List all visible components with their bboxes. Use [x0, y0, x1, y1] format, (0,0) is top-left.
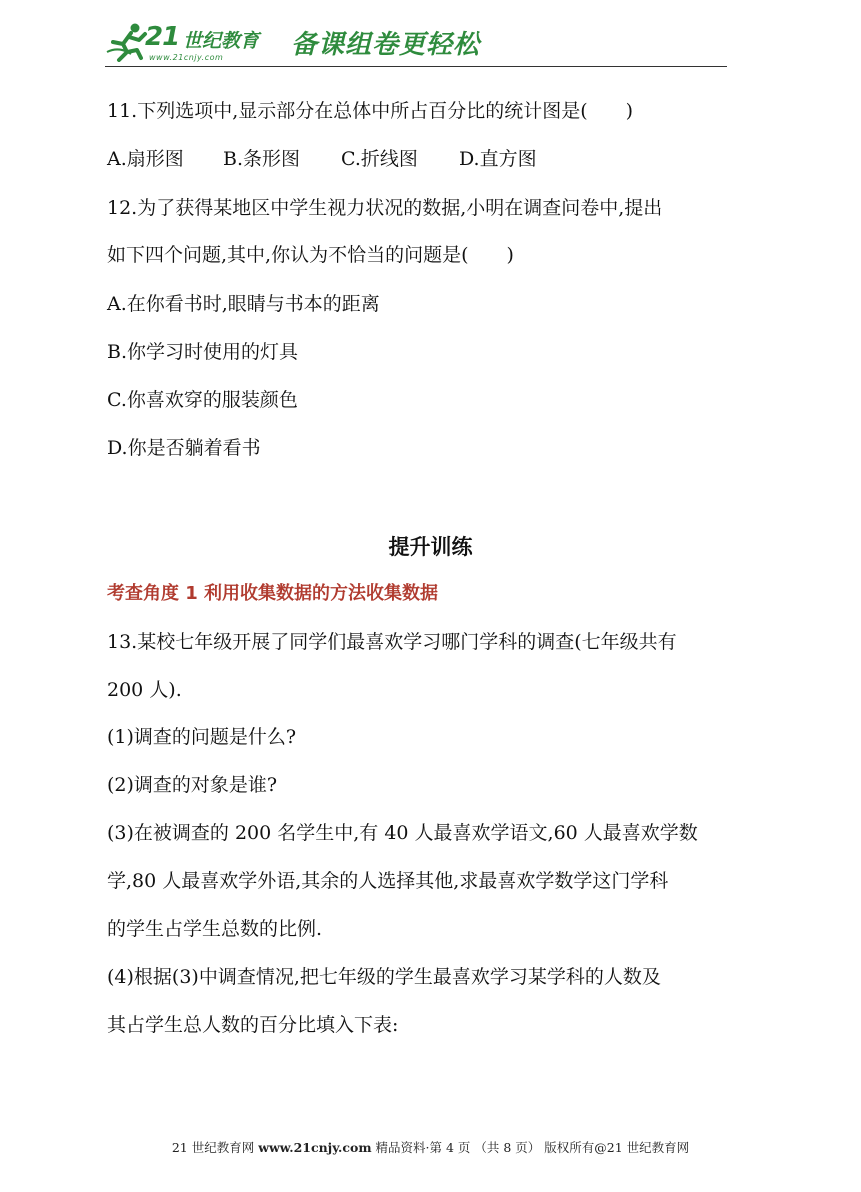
angle-heading: 考查角度 1 利用收集数据的方法收集数据: [107, 583, 439, 604]
q12-option-d: D.你是否躺着看书: [107, 437, 261, 459]
q13-line-4: (2)调查的对象是谁?: [107, 774, 278, 796]
q13-line-8: (4)根据(3)中调查情况,把七年级的学生最喜欢学习某学科的人数及: [107, 966, 661, 988]
q12-option-c: C.你喜欢穿的服装颜色: [107, 389, 298, 411]
section-title: 提升训练: [388, 535, 473, 559]
logo-text: 世纪教育: [183, 30, 260, 52]
q12-stem-line2: 如下四个问题,其中,你认为不恰当的问题是( ): [107, 244, 514, 266]
q11-option-b: B.条形图: [223, 148, 301, 170]
header-slogan: 备课组卷更轻松: [291, 30, 481, 60]
footer-rest: 精品资料·第 4 页 （共 8 页） 版权所有@21 世纪教育网: [375, 1140, 690, 1155]
q11-option-d: D.直方图: [459, 148, 537, 170]
q12-stem-line1: 12.为了获得某地区中学生视力状况的数据,小明在调查问卷中,提出: [107, 197, 663, 219]
q13-line-1: 13.某校七年级开展了同学们最喜欢学习哪门学科的调查(七年级共有: [107, 631, 677, 653]
logo-number: 21: [145, 22, 180, 52]
q11-options: [107, 146, 537, 172]
q12-option-a: A.在你看书时,眼睛与书本的距离: [107, 293, 380, 315]
q13-line-3: (1)调查的问题是什么?: [107, 726, 297, 748]
q12-option-b: B.你学习时使用的灯具: [107, 341, 299, 363]
q13-line-7: 的学生占学生总数的比例.: [107, 918, 323, 940]
q13-line-6: 学,80 人最喜欢学外语,其余的人选择其他,求最喜欢学数学这门学科: [107, 870, 669, 892]
footer-url[interactable]: www.21cnjy.com: [258, 1140, 372, 1155]
runner-logo-icon: [105, 22, 149, 62]
header-divider: [105, 66, 727, 67]
page-header: [105, 20, 727, 70]
q13-line-2: 200 人).: [107, 679, 182, 701]
q11-option-c: C.折线图: [341, 148, 418, 170]
logo-url: www.21cnjy.com: [149, 53, 224, 62]
q11-option-a: A.扇形图: [107, 148, 184, 170]
q13-line-9: 其占学生总人数的百分比填入下表:: [107, 1014, 399, 1036]
footer-site: 21 世纪教育网: [171, 1140, 255, 1155]
page-footer: [0, 1138, 861, 1156]
q11-stem: 11.下列选项中,显示部分在总体中所占百分比的统计图是( ): [107, 100, 634, 122]
q13-line-5: (3)在被调查的 200 名学生中,有 40 人最喜欢学语文,60 人最喜欢学数: [107, 822, 698, 844]
